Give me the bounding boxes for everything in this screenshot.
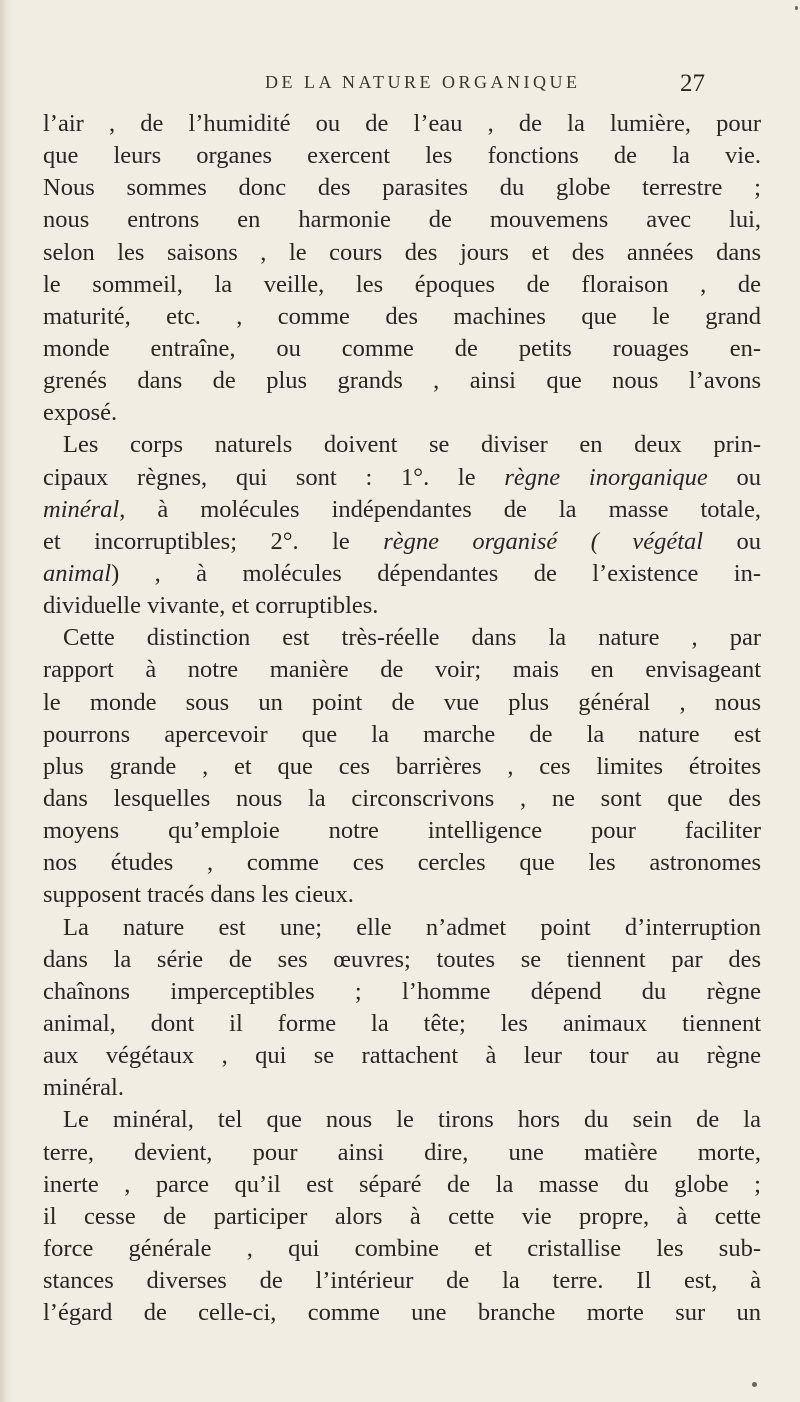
- running-head: [265, 70, 705, 102]
- text-run: l’air , de l’humidité ou de l’eau , de la lumière, pour: [43, 110, 761, 137]
- text-run: inerte , parce qu’il est séparé de la masse du globe ;: [43, 1170, 761, 1198]
- text-run: supposent tracés dans les cieux.: [43, 881, 354, 909]
- paragraph: [43, 108, 761, 429]
- italic-term: animal: [43, 559, 112, 587]
- ink-speck: [795, 6, 798, 10]
- text-line: [43, 108, 761, 140]
- paragraph: [43, 622, 761, 911]
- text-run: ) , à molécules dépendantes de l’existence in-: [111, 559, 761, 587]
- text-line: [43, 654, 761, 686]
- text-line: [43, 944, 761, 976]
- text-line: [43, 1297, 761, 1329]
- text-run: cipaux règnes, qui sont : 1°. le: [43, 463, 505, 491]
- text-line: [43, 783, 761, 815]
- page-gutter-shadow: [0, 0, 6, 1402]
- text-line: [43, 526, 761, 558]
- paragraph: [43, 1104, 761, 1329]
- text-run: l’égard de celle-ci, comme une branche morte sur un: [43, 1299, 761, 1327]
- body-text: [43, 108, 761, 1329]
- text-run: Les corps naturels doivent se diviser en deux prin-: [63, 431, 761, 459]
- text-line: [43, 1201, 761, 1233]
- paragraph: [43, 912, 761, 1105]
- text-run: grenés dans de plus grands , ainsi que nous l’avons: [43, 367, 761, 395]
- text-line: [43, 1265, 761, 1297]
- text-run: ou: [707, 463, 761, 491]
- text-run: stances diverses de l’intérieur de la terre. Il est, à: [43, 1267, 761, 1295]
- italic-term: règne organisé ( végétal: [383, 527, 704, 555]
- text-run: il cesse de participer alors à cette vie propre, à cette: [43, 1202, 761, 1230]
- text-run: nos études , comme ces cercles que les astronomes: [43, 849, 761, 877]
- text-line: [43, 719, 761, 751]
- text-run: Le minéral, tel que nous le tirons hors du sein de la: [63, 1106, 761, 1134]
- text-line: [43, 269, 761, 301]
- text-line: [43, 847, 761, 879]
- text-line: [43, 301, 761, 333]
- text-line: [43, 1008, 761, 1040]
- text-run: moyens qu’emploie notre intelligence pour faciliter: [43, 817, 761, 845]
- text-run: monde entraîne, ou comme de petits rouages en-: [43, 334, 761, 362]
- text-line: [43, 1169, 761, 1201]
- text-line: [43, 1040, 761, 1072]
- running-title: DE LA NATURE ORGANIQUE: [265, 72, 581, 92]
- text-line: [43, 494, 761, 526]
- text-line: [43, 397, 761, 429]
- text-line: [43, 687, 761, 719]
- page-number: 27: [680, 70, 705, 97]
- text-line: [43, 879, 761, 911]
- italic-term: règne inorganique: [504, 463, 708, 491]
- text-line: [43, 622, 761, 654]
- text-run: nous entrons en harmonie de mouvemens avec lui,: [43, 206, 761, 234]
- text-line: [43, 1233, 761, 1265]
- text-run: pourrons apercevoir que la marche de la nature est: [43, 720, 761, 748]
- text-run: chaînons imperceptibles ; l’homme dépend du règne: [43, 977, 761, 1005]
- text-line: [43, 365, 761, 397]
- text-line: [43, 140, 761, 172]
- text-run: , à molécules indépendantes de la masse totale,: [119, 495, 761, 523]
- ink-speck: [752, 1382, 757, 1387]
- text-run: et incorruptibles; 2°. le: [43, 527, 384, 555]
- text-run: plus grande , et que ces barrières , ces limites étroites: [43, 752, 761, 780]
- text-line: [43, 558, 761, 590]
- text-run: exposé.: [43, 399, 118, 427]
- text-line: [43, 815, 761, 847]
- text-line: [43, 429, 761, 461]
- text-run: le monde sous un point de vue plus général , nous: [43, 688, 761, 716]
- text-run: dans lesquelles nous la circonscrivons , ne sont que des: [43, 784, 761, 812]
- text-run: le sommeil, la veille, les époques de floraison , de: [43, 270, 761, 298]
- text-line: [43, 172, 761, 204]
- italic-term: minéral: [43, 495, 120, 523]
- text-run: minéral.: [43, 1074, 124, 1102]
- text-line: [43, 1104, 761, 1136]
- text-run: que leurs organes exercent les fonctions de la vie.: [43, 142, 761, 170]
- text-line: [43, 751, 761, 783]
- text-line: [43, 237, 761, 269]
- text-line: [43, 333, 761, 365]
- text-run: ou: [703, 527, 761, 555]
- text-run: terre, devient, pour ainsi dire, une matière morte,: [43, 1138, 761, 1166]
- text-run: selon les saisons , le cours des jours et des années dans: [43, 238, 761, 266]
- text-run: La nature est une; elle n’admet point d’interruption: [63, 913, 761, 941]
- text-run: aux végétaux , qui se rattachent à leur tour au règne: [43, 1042, 761, 1070]
- text-run: force générale , qui combine et cristallise les sub-: [43, 1234, 761, 1262]
- text-line: [43, 590, 761, 622]
- text-line: [43, 1072, 761, 1104]
- text-line: [43, 204, 761, 236]
- text-run: Cette distinction est très-réelle dans la nature , par: [63, 624, 761, 652]
- text-run: dans la série de ses œuvres; toutes se tiennent par des: [43, 945, 761, 973]
- text-run: rapport à notre manière de voir; mais en envisageant: [43, 656, 761, 684]
- text-run: Nous sommes donc des parasites du globe terrestre ;: [43, 174, 761, 202]
- text-run: animal, dont il forme la tête; les animaux tiennent: [43, 1009, 761, 1037]
- text-run: maturité, etc. , comme des machines que le grand: [43, 302, 761, 330]
- text-line: [43, 462, 761, 494]
- text-line: [43, 912, 761, 944]
- text-run: dividuelle vivante, et corruptibles.: [43, 592, 379, 620]
- text-line: [43, 1137, 761, 1169]
- paragraph: [43, 429, 761, 622]
- text-line: [43, 976, 761, 1008]
